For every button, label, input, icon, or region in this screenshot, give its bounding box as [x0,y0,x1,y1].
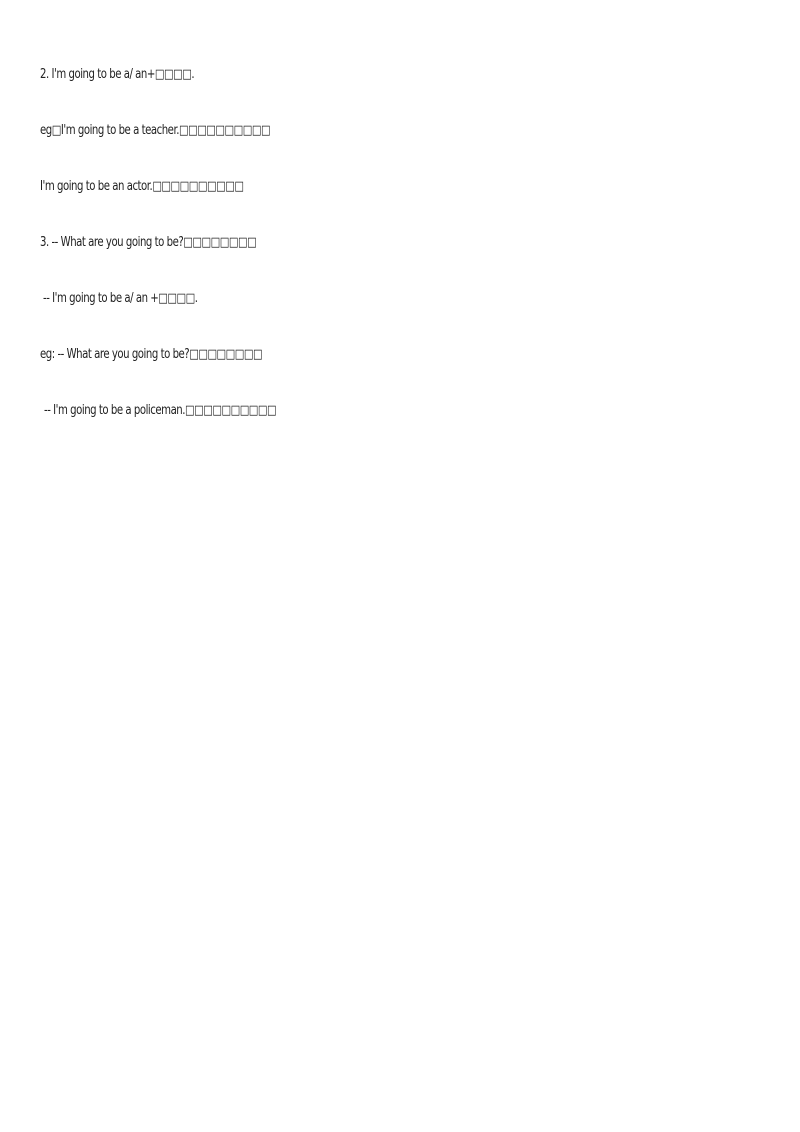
example-question: eg: -- What are you going to be?□□□□□□□□ [40,347,263,362]
pattern-2-sentence: 2. I'm going to be a/ an+□□□□. [40,67,195,82]
example-policeman-answer: -- I'm going to be a policeman.□□□□□□□□□□ [44,403,277,418]
pattern-3-question: 3. -- What are you going to be?□□□□□□□□ [40,235,257,250]
example-teacher-sentence: eg□I'm going to be a teacher.□□□□□□□□□□ [40,123,271,138]
example-actor-sentence: I'm going to be an actor.□□□□□□□□□□ [40,179,244,194]
pattern-3-answer: -- I'm going to be a/ an +□□□□. [43,291,198,306]
